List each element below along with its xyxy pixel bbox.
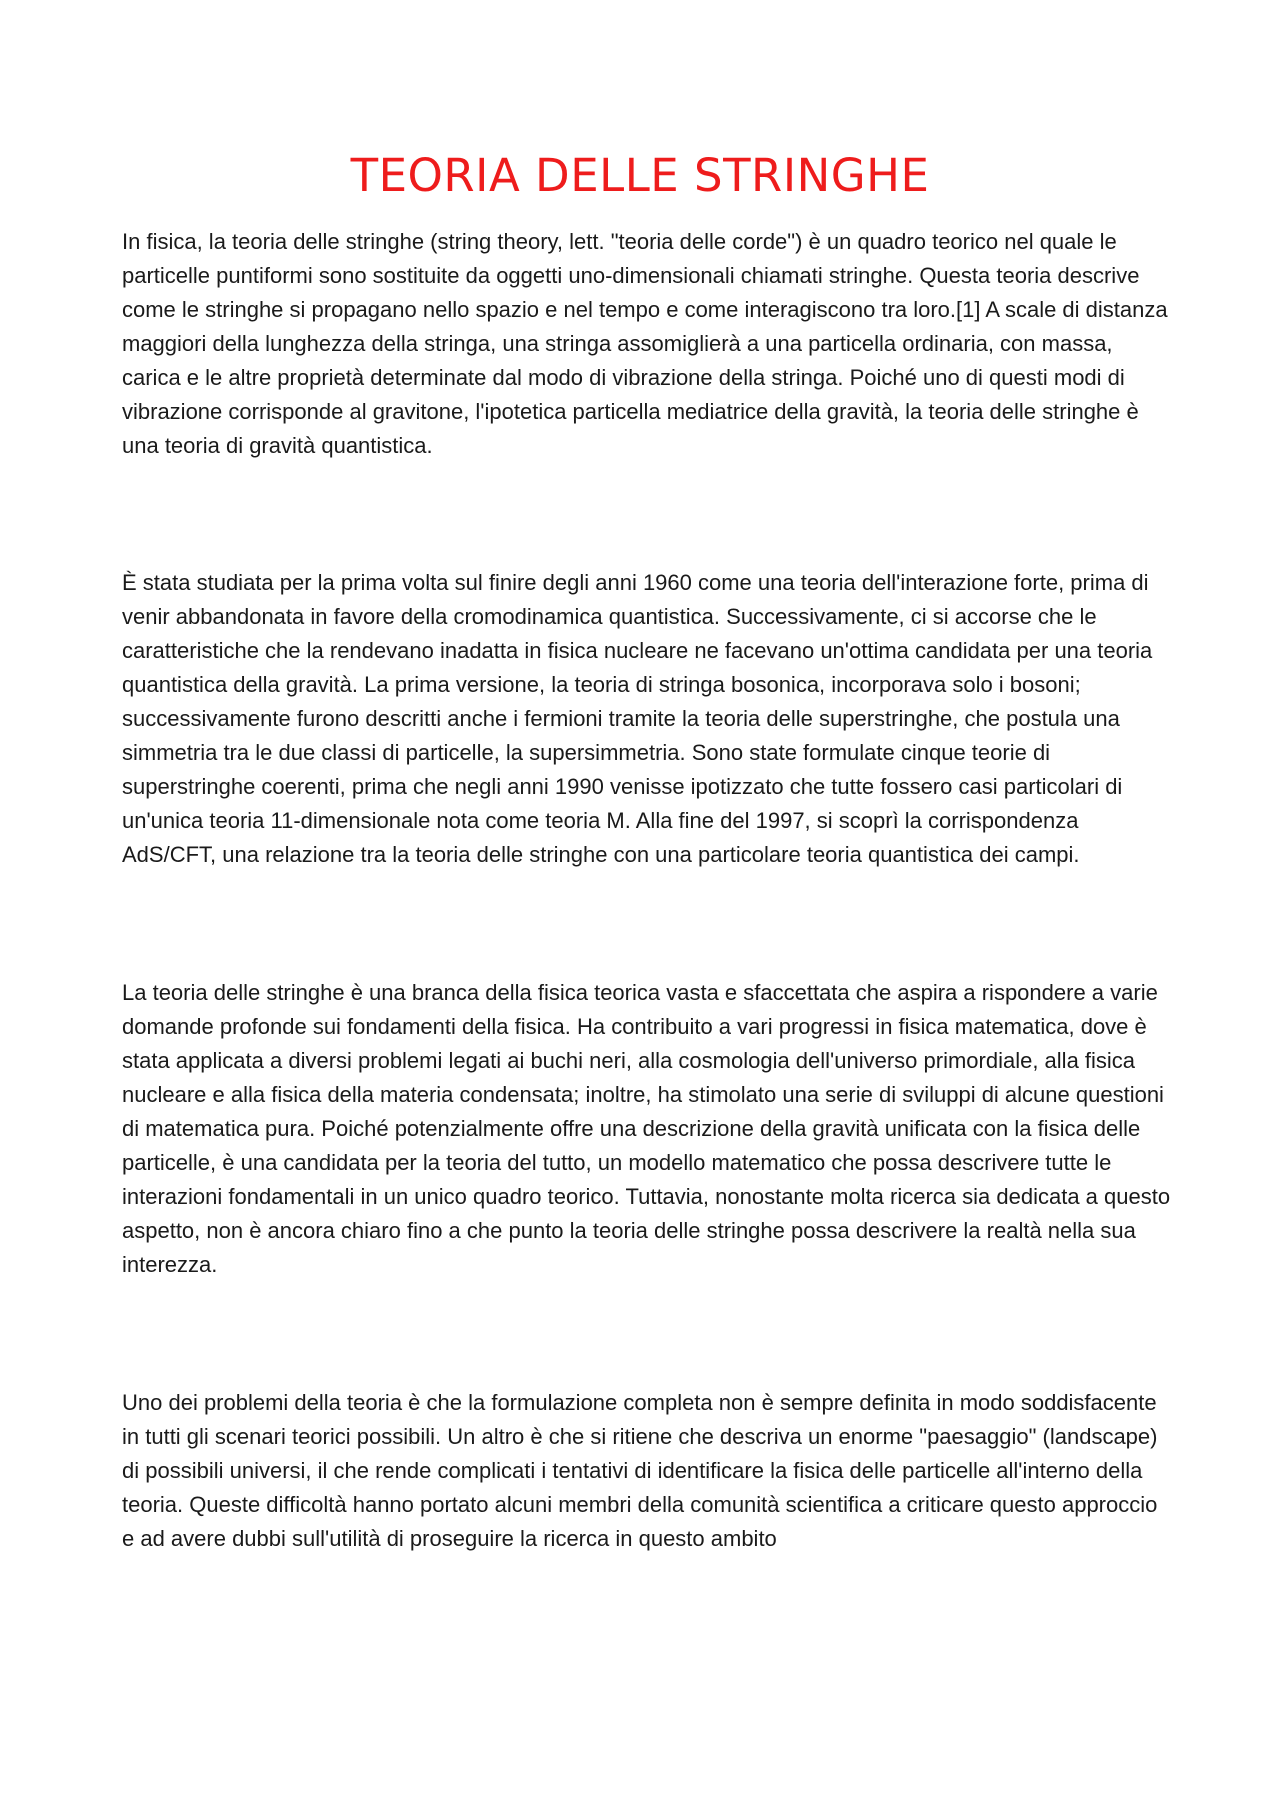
paragraph-intro: In fisica, la teoria delle stringhe (string theory, lett. "teoria delle corde") è un quadro teorico nel quale le particelle puntiformi sono sostituite da oggetti uno-dimensionali chiamati stringhe. Questa teoria descrive come le stringhe si propagano nello spazio e nel tempo e come interagiscono tra loro.[1] A scale di distanza maggiori della lunghezza della stringa, una stringa assomiglierà a una particella ordinaria, con massa, carica e le altre proprietà determinate dal modo di vibrazione della stringa. Poiché uno di questi modi di vibrazione corrisponde al gravitone, l'ipotetica particella mediatrice della gravità, la teoria delle stringhe è una teoria di gravità quantistica. bbox=[122, 229, 1168, 458]
paragraph-problems: Uno dei problemi della teoria è che la formulazione completa non è sempre definita in modo soddisfacente in tutti gli scenari teorici possibili. Un altro è che si ritiene che descriva un enorme "paesaggio" (landscape) di possibili universi, il che rende complicati i tentativi di identificare la fisica delle particelle all'interno della teoria. Queste difficoltà hanno portato alcuni membri della comunità scientifica a criticare questo approccio e ad avere dubbi sull'utilità di proseguire la ricerca in questo ambito bbox=[122, 1390, 1158, 1551]
paragraph-history: È stata studiata per la prima volta sul finire degli anni 1960 come una teoria dell'interazione forte, prima di venir abbandonata in favore della cromodinamica quantistica. Successivamente, ci si accorse che le caratteristiche che la rendevano inadatta in fisica nucleare ne facevano un'ottima candidata per una teoria quantistica della gravità. La prima versione, la teoria di stringa bosonica, incorporava solo i bosoni; successivamente furono descritti anche i fermioni tramite la teoria delle superstringhe, che postula una simmetria tra le due classi di particelle, la supersimmetria. Sono state formulate cinque teorie di superstringhe coerenti, prima che negli anni 1990 venisse ipotizzato che tutte fossero casi particolari di un'unica teoria 11-dimensionale nota come teoria M. Alla fine del 1997, si scoprì la corrispondenza AdS/CFT, una relazione tra la teoria delle stringhe con una particolare teoria quantistica dei campi. bbox=[122, 570, 1153, 867]
paragraph-applications: La teoria delle stringhe è una branca della fisica teorica vasta e sfaccettata che aspira a rispondere a varie domande profonde sui fondamenti della fisica. Ha contribuito a vari progressi in fisica matematica, dove è stata applicata a diversi problemi legati ai buchi neri, alla cosmologia dell'universo primordiale, alla fisica nucleare e alla fisica della materia condensata; inoltre, ha stimolato una serie di sviluppi di alcune questioni di matematica pura. Poiché potenzialmente offre una descrizione della gravità unificata con la fisica delle particelle, è una candidata per la teoria del tutto, un modello matematico che possa descrivere tutte le interazioni fondamentali in un unico quadro teorico. Tuttavia, nonostante molta ricerca sia dedicata a questo aspetto, non è ancora chiaro fino a che punto la teoria delle stringhe possa descrivere la realtà nella sua interezza. bbox=[122, 980, 1171, 1277]
page-title: TEORIA DELLE STRINGHE bbox=[350, 149, 930, 202]
